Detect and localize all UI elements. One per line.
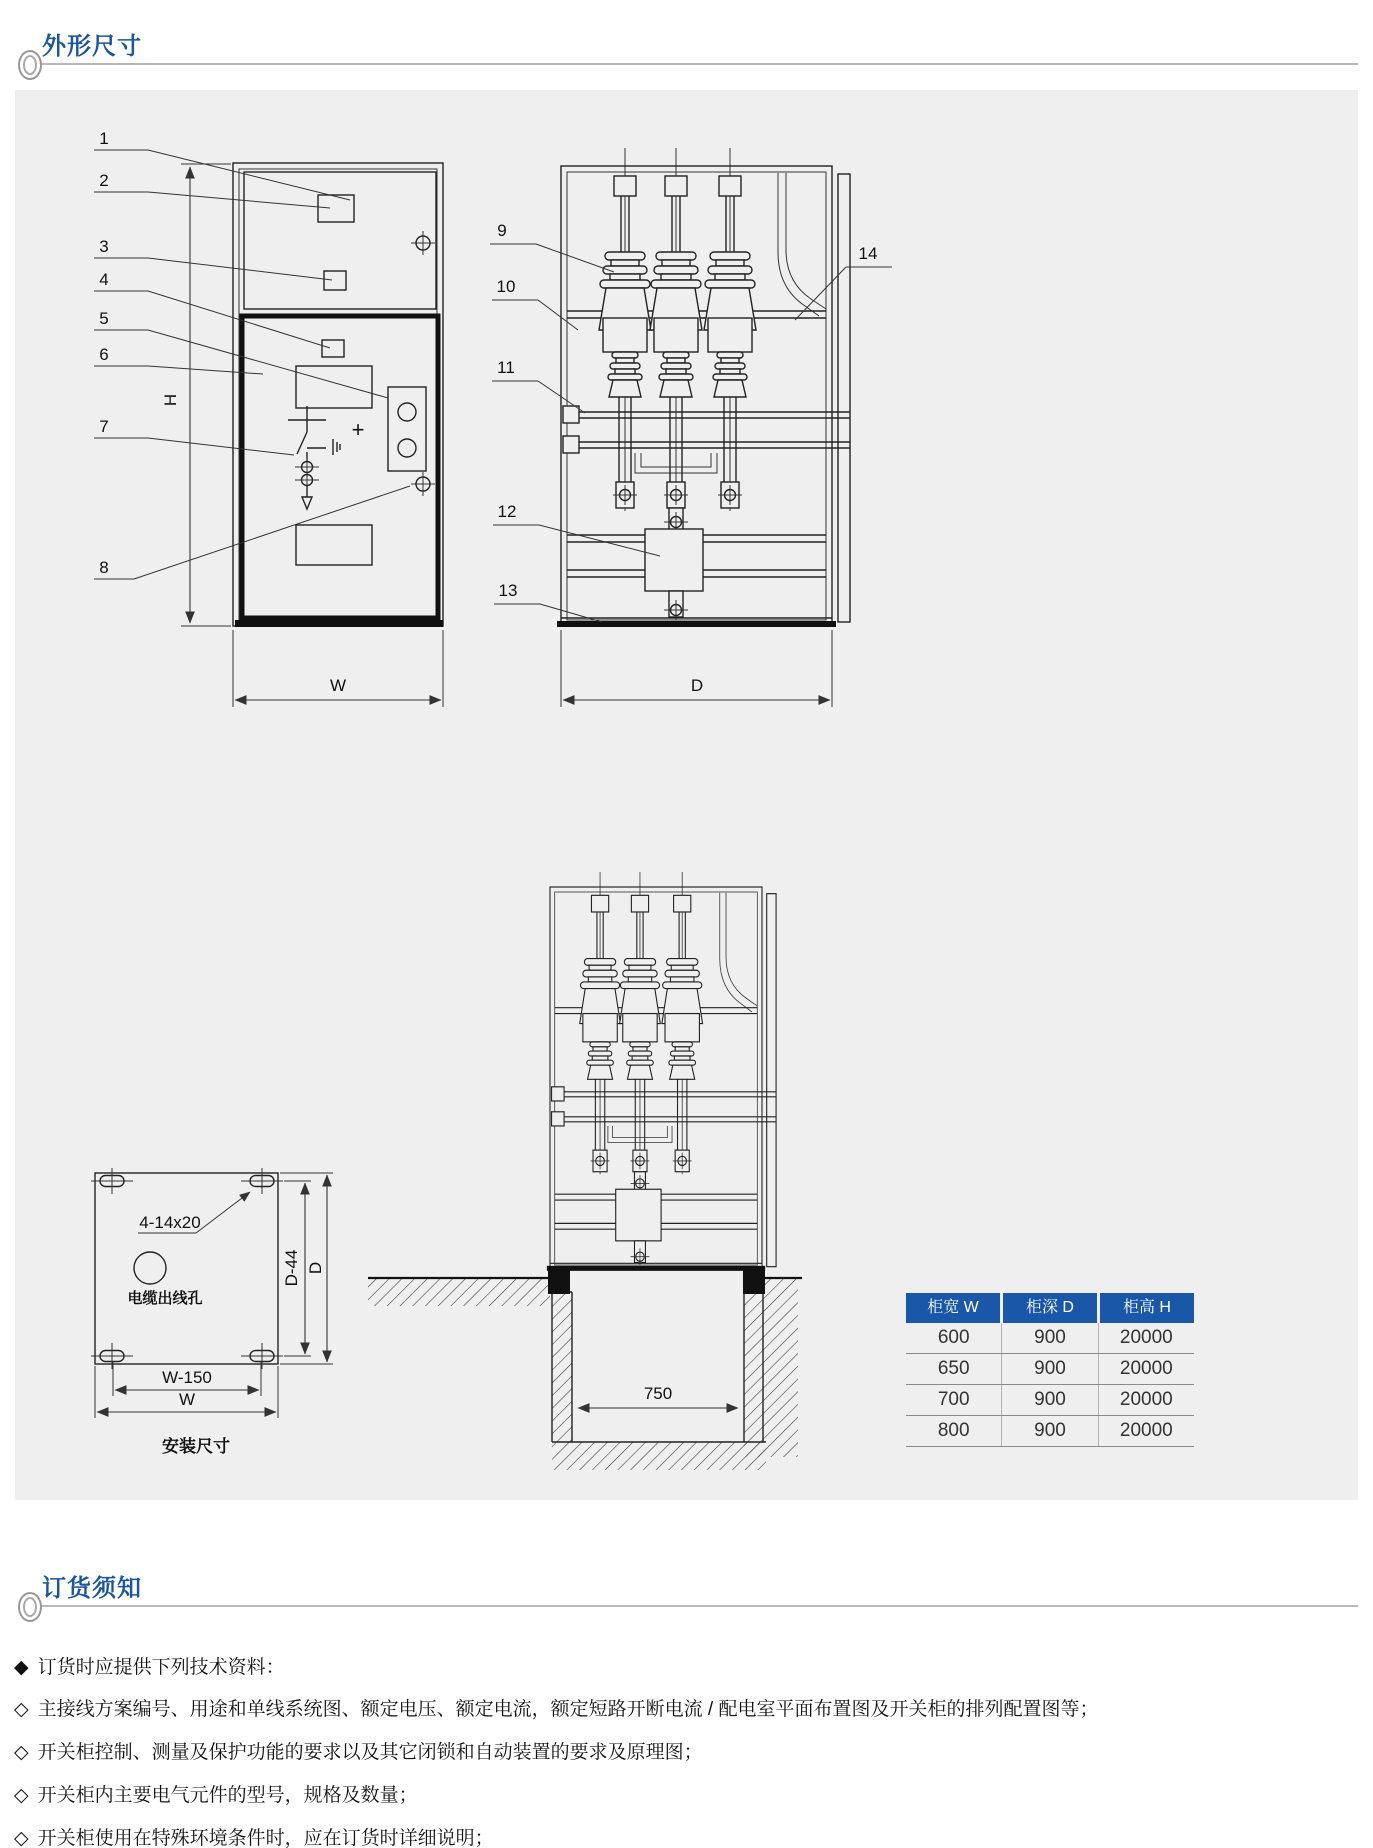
ordering-item [14, 1823, 494, 1848]
ordering-intro [14, 1652, 285, 1679]
ordering-item-text: 开关柜内主要电气元件的型号，规格及数量； [37, 1785, 418, 1806]
table-header-depth: 柜深 D [1003, 1293, 1097, 1323]
diamond-hollow-icon: ◇ [14, 1828, 29, 1848]
drawing-panel [15, 90, 1358, 1500]
table-row [906, 1416, 1194, 1447]
diamond-filled-icon: ◆ [14, 1657, 29, 1678]
cell-depth: 900 [1001, 1385, 1097, 1415]
dimensions-table [906, 1293, 1194, 1447]
plus-sign: + [351, 417, 365, 442]
callout-8: 8 [99, 558, 109, 577]
installation-view [91, 1168, 333, 1456]
side-view-bottom [547, 872, 776, 1271]
side-view-top [557, 148, 850, 627]
install-w150-label: W-150 [162, 1368, 212, 1387]
table-header-width: 柜宽 W [906, 1293, 1000, 1323]
front-view [233, 163, 443, 627]
callout-5: 5 [99, 309, 109, 328]
diamond-hollow-icon: ◇ [14, 1742, 29, 1763]
holes-label: 4-14x20 [139, 1213, 201, 1232]
table-row [906, 1354, 1194, 1385]
cable-hole-label: 电缆出线孔 [127, 1290, 203, 1307]
dimensions-table-header [906, 1293, 1194, 1323]
table-row [906, 1323, 1194, 1354]
section-title-ordering: 订货须知 [42, 1575, 142, 1602]
install-d-label: D [306, 1261, 325, 1275]
ordering-item [14, 1694, 1098, 1721]
section-title-dimensions: 外形尺寸 [42, 33, 142, 60]
cell-depth: 900 [1001, 1323, 1097, 1353]
section-divider [40, 63, 1358, 65]
front-view-callouts [94, 129, 410, 579]
dim-label-w: W [329, 676, 347, 695]
circuit-symbol [288, 406, 340, 509]
callout-2: 2 [99, 171, 109, 190]
ring-icon [18, 50, 42, 80]
ring-icon [18, 1592, 42, 1622]
cell-depth: 900 [1001, 1354, 1097, 1384]
ordering-item-text: 主接线方案编号、用途和单线系统图、额定电压、额定电流，额定短路开断电流 / 配电室平面布置图及开关柜的排列配置图等； [37, 1699, 1099, 1720]
diamond-hollow-icon: ◇ [14, 1699, 29, 1720]
callout-1: 1 [99, 129, 109, 148]
cell-height: 20000 [1098, 1323, 1194, 1353]
callout-6: 6 [99, 345, 109, 364]
callout-10: 10 [496, 277, 516, 296]
install-d44-label: D-44 [282, 1249, 301, 1287]
ordering-item [14, 1737, 703, 1764]
installation-caption: 安装尺寸 [162, 1437, 230, 1456]
pit-width-label: 750 [643, 1384, 673, 1403]
ordering-item [14, 1780, 418, 1807]
install-w-label: W [178, 1390, 196, 1409]
callout-11: 11 [497, 358, 515, 377]
cell-width: 800 [937, 1420, 970, 1441]
dim-label-h: H [161, 393, 180, 407]
table-row [906, 1385, 1194, 1416]
callout-9: 9 [497, 221, 507, 240]
callout-12: 12 [497, 502, 517, 521]
callout-14: 14 [858, 244, 878, 263]
section-divider [40, 1605, 1358, 1607]
callout-4: 4 [99, 270, 109, 289]
callout-13: 13 [498, 581, 518, 600]
callout-3: 3 [99, 237, 109, 256]
cable-pit-section [368, 1266, 802, 1470]
ordering-item-text: 开关柜控制、测量及保护功能的要求以及其它闭锁和自动装置的要求及原理图； [37, 1742, 703, 1763]
cell-height: 20000 [1098, 1385, 1194, 1415]
technical-drawing [15, 90, 1358, 1500]
ordering-item-text: 开关柜使用在特殊环境条件时，应在订货时详细说明； [37, 1828, 494, 1848]
dim-label-d: D [690, 676, 704, 695]
diamond-hollow-icon: ◇ [14, 1785, 29, 1806]
table-header-height: 柜高 H [1100, 1293, 1194, 1323]
cell-height: 20000 [1098, 1354, 1194, 1384]
cell-width: 600 [937, 1327, 970, 1348]
cell-height: 20000 [1098, 1416, 1194, 1446]
ordering-intro-text: 订货时应提供下列技术资料： [37, 1657, 285, 1678]
cell-width: 650 [937, 1358, 970, 1379]
cell-width: 700 [937, 1389, 970, 1410]
cell-depth: 900 [1001, 1416, 1097, 1446]
callout-7: 7 [99, 417, 109, 436]
